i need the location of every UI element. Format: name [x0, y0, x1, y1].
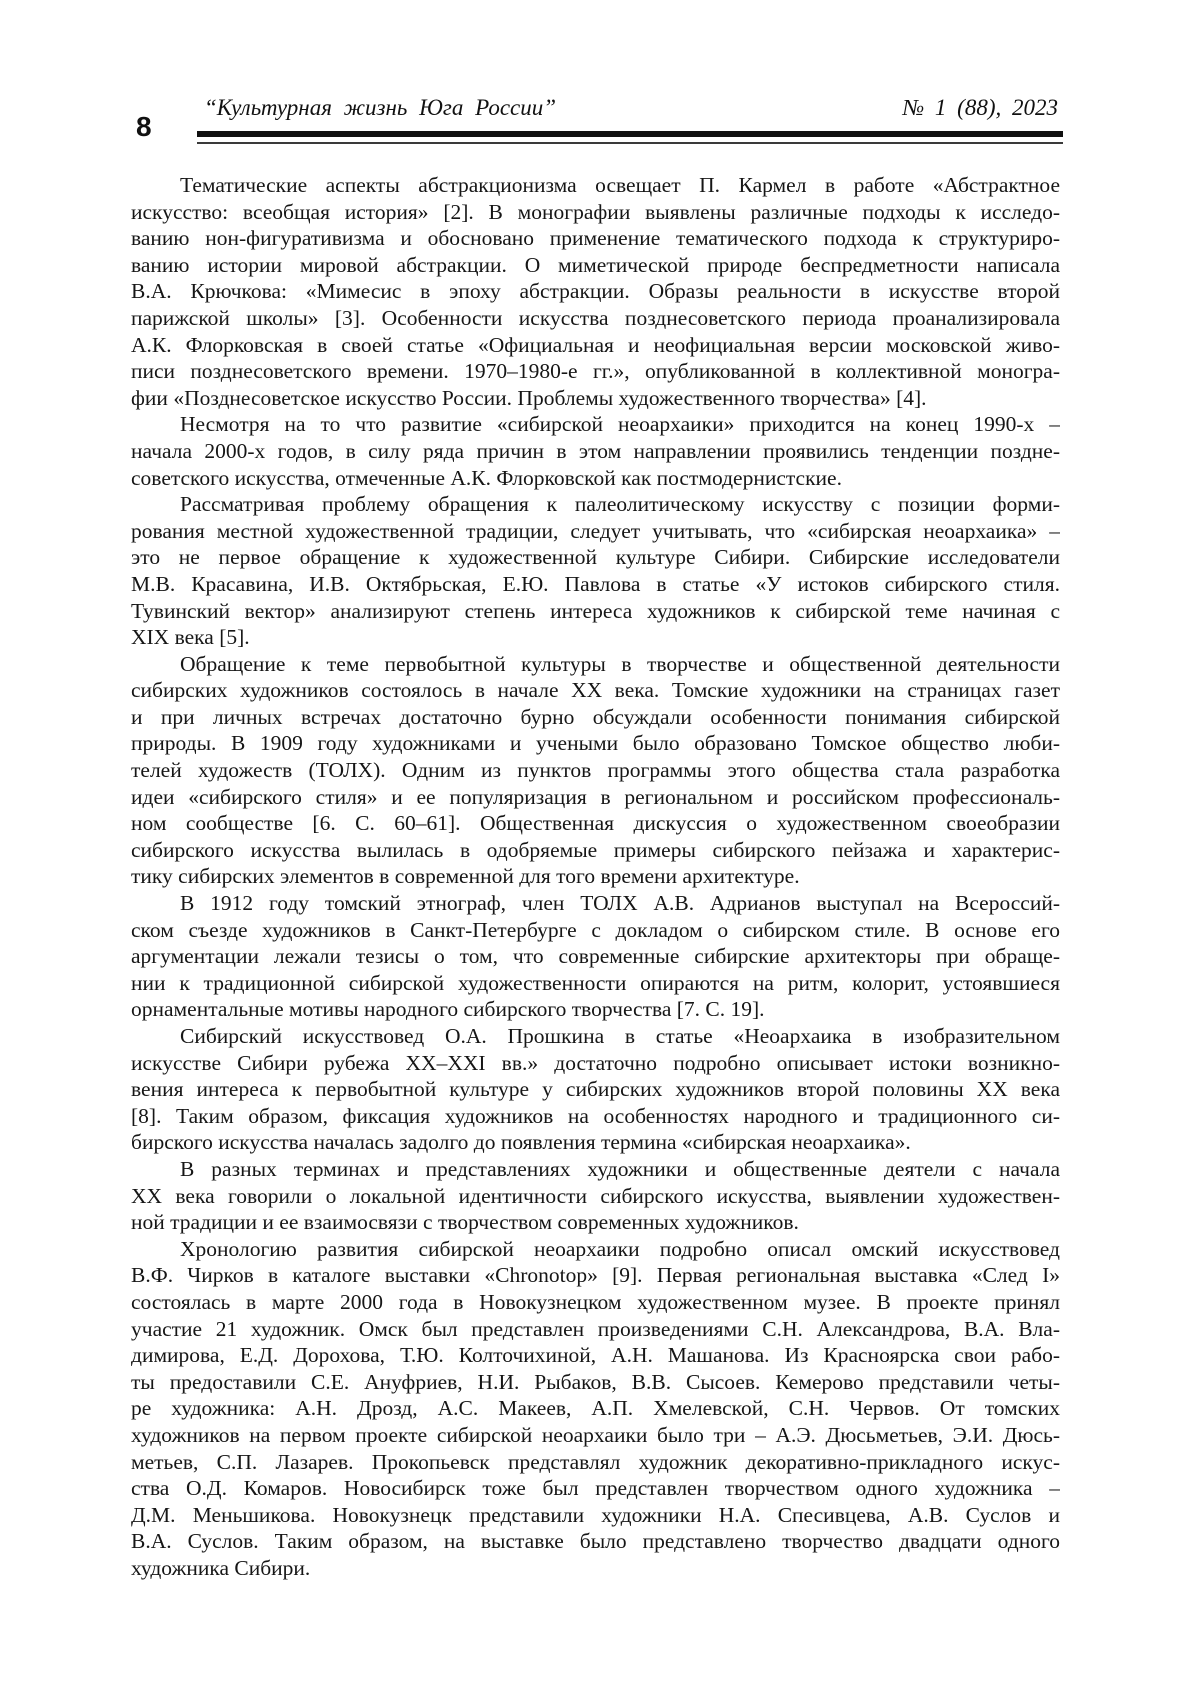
paragraph	[131, 651, 1060, 890]
paragraph	[131, 1023, 1060, 1156]
text-line: это не первое обращение к художественной культуре Сибири. Сибирские исследователи	[131, 545, 1060, 570]
text-line: природы. В 1909 году художниками и учеными было образовано Томское общество люби-	[131, 731, 1060, 756]
text-line: состоялась в марте 2000 года в Новокузнецком художественном музее. В проекте принял	[131, 1289, 1060, 1314]
text-line: художника Сибири.	[131, 1555, 311, 1580]
text-line: писи позднесоветского времени. 1970–1980-е гг.», опубликованной в коллективной моногра-	[131, 359, 1060, 384]
text-line: ре художника: А.Н. Дрозд, А.С. Макеев, А.П. Хмелевской, С.Н. Червов. От томских	[131, 1396, 1060, 1421]
text-line: ванию нон-фигуративизма и обосновано применение тематического подхода к структуриро-	[131, 226, 1060, 251]
text-line: Несмотря на то что развитие «сибирской неоархаики» приходится на конец 1990-х –	[180, 412, 1060, 437]
text-line: Тематические аспекты абстракционизма освещает П. Кармел в работе «Абстрактное	[180, 173, 1060, 197]
text-line: димирова, Е.Д. Дорохова, Т.Ю. Колточихиной, А.Н. Машанова. Из Красноярска свои рабо-	[131, 1343, 1060, 1368]
text-line: сибирских художников состоялось в начале XX века. Томские художники на страницах газет	[131, 678, 1060, 703]
text-line: Рассматривая проблему обращения к палеолитическому искусству с позиции форми-	[180, 492, 1060, 517]
text-line: ства О.Д. Комаров. Новосибирск тоже был представлен творчеством одного художника –	[131, 1476, 1060, 1501]
paragraph	[131, 1236, 1060, 1582]
text-line: А.К. Флорковская в своей статье «Официальная и неофициальная версии московской живо-	[131, 332, 1060, 357]
text-line: парижской школы» [3]. Особенности искусства позднесоветского периода проанализировала	[131, 305, 1060, 330]
text-line: начала 2000-х годов, в силу ряда причин в этом направлении проявились тенденции поздне-	[131, 438, 1060, 463]
text-line: вения интереса к первобытной культуре у сибирских художников второй половины XX века	[131, 1077, 1060, 1102]
paragraph	[131, 890, 1060, 1023]
text-line: метьев, С.П. Лазарев. Прокопьевск представлял художник декоративно-прикладного искус-	[131, 1449, 1060, 1474]
text-line: ванию истории мировой абстракции. О миметической природе беспредметности написала	[131, 252, 1060, 277]
paragraph	[131, 491, 1060, 651]
text-line: идеи «сибирского стиля» и ее популяризация в региональном и российском профессиональ-	[131, 784, 1060, 809]
header-rule-thick	[197, 131, 1063, 137]
journal-title: “Культурная жизнь Юга России”	[204, 95, 557, 120]
text-line: тику сибирских элементов в современной для того времени архитектуре.	[131, 864, 800, 889]
text-line: В.Ф. Чирков в каталоге выставки «Chronotop» [9]. Первая региональная выставка «След I»	[131, 1263, 1060, 1288]
text-line: Сибирский искусствовед О.А. Прошкина в статье «Неоархаика в изобразительном	[180, 1024, 1060, 1048]
text-line: аргументации лежали тезисы о том, что современные сибирские архитекторы при обраще-	[131, 944, 1060, 969]
text-line: XX века говорили о локальной идентичности сибирского искусства, выявлении художествен-	[131, 1183, 1060, 1208]
text-line: советского искусства, отмеченные А.К. Флорковской как постмодернистские.	[131, 465, 842, 490]
text-line: ском съезде художников в Санкт-Петербурге с докладом о сибирском стиле. В основе его	[131, 917, 1060, 942]
text-line: сибирского искусства вылилась в одобряемые примеры сибирского пейзажа и характерис-	[131, 837, 1060, 862]
text-line: Д.М. Меньшикова. Новокузнецк представили художники Н.А. Спесивцева, А.В. Суслов и	[131, 1502, 1060, 1527]
text-line: ном сообществе [6. С. 60–61]. Общественная дискуссия о художественном своеобразии	[131, 811, 1060, 836]
text-line: художников на первом проекте сибирской неоархаики было три – А.Э. Дюсьметьев, Э.И. Дюсь-	[131, 1422, 1060, 1447]
text-line: Тувинский вектор» анализируют степень интереса художников к сибирской теме начиная с	[131, 598, 1060, 623]
text-line: фии «Позднесоветское искусство России. Проблемы художественного творчества» [4].	[131, 385, 927, 410]
text-line: ной традиции и ее взаимосвязи с творчеством современных художников.	[131, 1210, 799, 1235]
text-line: бирского искусства началась задолго до появления термина «сибирская неоархаика».	[131, 1130, 911, 1155]
text-line: искусстве Сибири рубежа XX–XXI вв.» достаточно подробно описывает истоки возникно-	[131, 1050, 1060, 1075]
text-line: Обращение к теме первобытной культуры в творчестве и общественной деятельности	[180, 651, 1060, 676]
text-line: М.В. Красавина, И.В. Октябрьская, Е.Ю. Павлова в статье «У истоков сибирского стиля.	[131, 571, 1060, 596]
text-line: искусство: всеобщая история» [2]. В монографии выявлены различные подходы к исследо-	[131, 199, 1060, 224]
text-line: участие 21 художник. Омск был представлен произведениями С.Н. Александрова, В.А. Вла-	[131, 1316, 1060, 1341]
text-line: рования местной художественной традиции, следует учитывать, что «сибирская неоархаика» –	[131, 518, 1060, 543]
text-line: [8]. Таким образом, фиксация художников на особенностях народного и традиционного си-	[131, 1103, 1060, 1128]
text-line: нии к традиционной сибирской художественности опираются на ритм, колорит, устоявшиеся	[131, 970, 1060, 995]
text-line: XIX века [5].	[131, 625, 250, 650]
text-line: орнаментальные мотивы народного сибирского творчества [7. С. 19].	[131, 997, 765, 1022]
text-line: ты предоставили С.Е. Ануфриев, Н.И. Рыбаков, В.В. Сысоев. Кемерово представили четы-	[131, 1369, 1060, 1394]
text-line: В 1912 году томский этнограф, член ТОЛХ А.В. Адрианов выступал на Всероссий-	[180, 891, 1060, 916]
text-line: В разных терминах и представлениях художники и общественные деятели с начала	[180, 1156, 1060, 1181]
text-line: В.А. Крючкова: «Мимесис в эпоху абстракции. Образы реальности в искусстве второй	[131, 279, 1060, 304]
paragraph	[131, 1156, 1060, 1236]
text-line: и при личных встречах достаточно бурно обсуждали особенности понимания сибирской	[131, 704, 1060, 729]
header-rule-thin	[197, 142, 1063, 144]
issue-number: № 1 (88), 2023	[902, 95, 1058, 120]
article-body	[131, 172, 1060, 1581]
page-number: 8	[136, 111, 152, 142]
paragraph	[131, 172, 1060, 411]
text-line: В.А. Суслов. Таким образом, на выставке было представлено творчество двадцати одного	[131, 1529, 1060, 1554]
text-line: Хронологию развития сибирской неоархаики подробно описал омский искусствовед	[180, 1236, 1060, 1261]
text-line: телей художеств (ТОЛХ). Одним из пунктов программы этого общества стала разработка	[131, 758, 1060, 783]
paragraph	[131, 411, 1060, 491]
